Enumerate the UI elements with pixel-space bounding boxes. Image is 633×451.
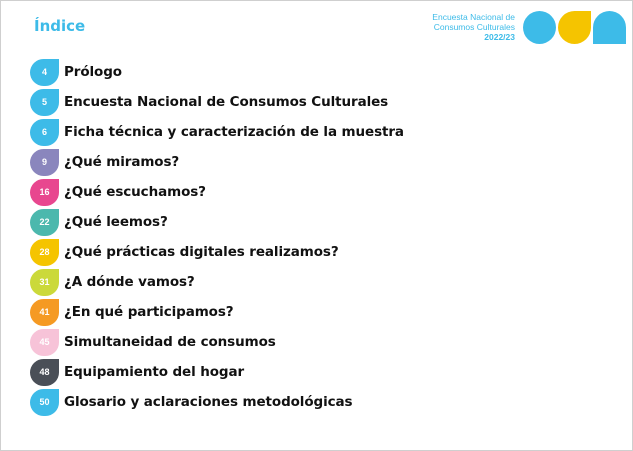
toc-label: Ficha técnica y caracterización de la muestra <box>64 124 404 140</box>
survey-name-line1: Encuesta Nacional de <box>432 12 515 22</box>
toc-label: ¿Qué miramos? <box>64 154 180 170</box>
toc-item[interactable] <box>30 387 404 417</box>
toc-item[interactable] <box>30 177 404 207</box>
survey-name-line2: Consumos Culturales <box>433 22 515 32</box>
toc-page-number: 50 <box>30 389 59 416</box>
toc-label: ¿Qué prácticas digitales realizamos? <box>64 244 339 260</box>
toc-item[interactable] <box>30 207 404 237</box>
toc-item[interactable] <box>30 297 404 327</box>
toc-label: Glosario y aclaraciones metodológicas <box>64 394 353 410</box>
toc-page-number: 45 <box>30 329 59 356</box>
survey-header <box>432 12 515 42</box>
toc-page-number: 28 <box>30 239 59 266</box>
toc-page-number: 48 <box>30 359 59 386</box>
toc-label: Encuesta Nacional de Consumos Culturales <box>64 94 389 110</box>
toc-page-number: 16 <box>30 179 59 206</box>
toc-item[interactable] <box>30 117 404 147</box>
survey-logo <box>523 11 626 44</box>
toc-item[interactable] <box>30 57 404 87</box>
toc-page-number: 5 <box>30 89 59 116</box>
toc-label: ¿Qué leemos? <box>64 214 168 230</box>
toc-page-number: 41 <box>30 299 59 326</box>
toc-item[interactable] <box>30 267 404 297</box>
toc-page-number: 22 <box>30 209 59 236</box>
logo-circle-left <box>523 11 556 44</box>
toc-item[interactable] <box>30 147 404 177</box>
toc-label: ¿Qué escuchamos? <box>64 184 206 200</box>
logo-leaf-middle <box>558 11 591 44</box>
toc-page-number: 4 <box>30 59 59 86</box>
toc-item[interactable] <box>30 327 404 357</box>
toc-item[interactable] <box>30 237 404 267</box>
toc-label: ¿En qué participamos? <box>64 304 234 320</box>
page-title: Índice <box>34 17 86 35</box>
toc-label: Equipamiento del hogar <box>64 364 245 380</box>
logo-arch-right <box>593 11 626 44</box>
toc-page-number: 9 <box>30 149 59 176</box>
survey-year: 2022/23 <box>484 32 515 42</box>
toc-page-number: 6 <box>30 119 59 146</box>
table-of-contents <box>30 57 404 417</box>
toc-label: ¿A dónde vamos? <box>64 274 195 290</box>
toc-label: Prólogo <box>64 64 122 80</box>
toc-label: Simultaneidad de consumos <box>64 334 276 350</box>
toc-item[interactable] <box>30 87 404 117</box>
toc-item[interactable] <box>30 357 404 387</box>
toc-page-number: 31 <box>30 269 59 296</box>
